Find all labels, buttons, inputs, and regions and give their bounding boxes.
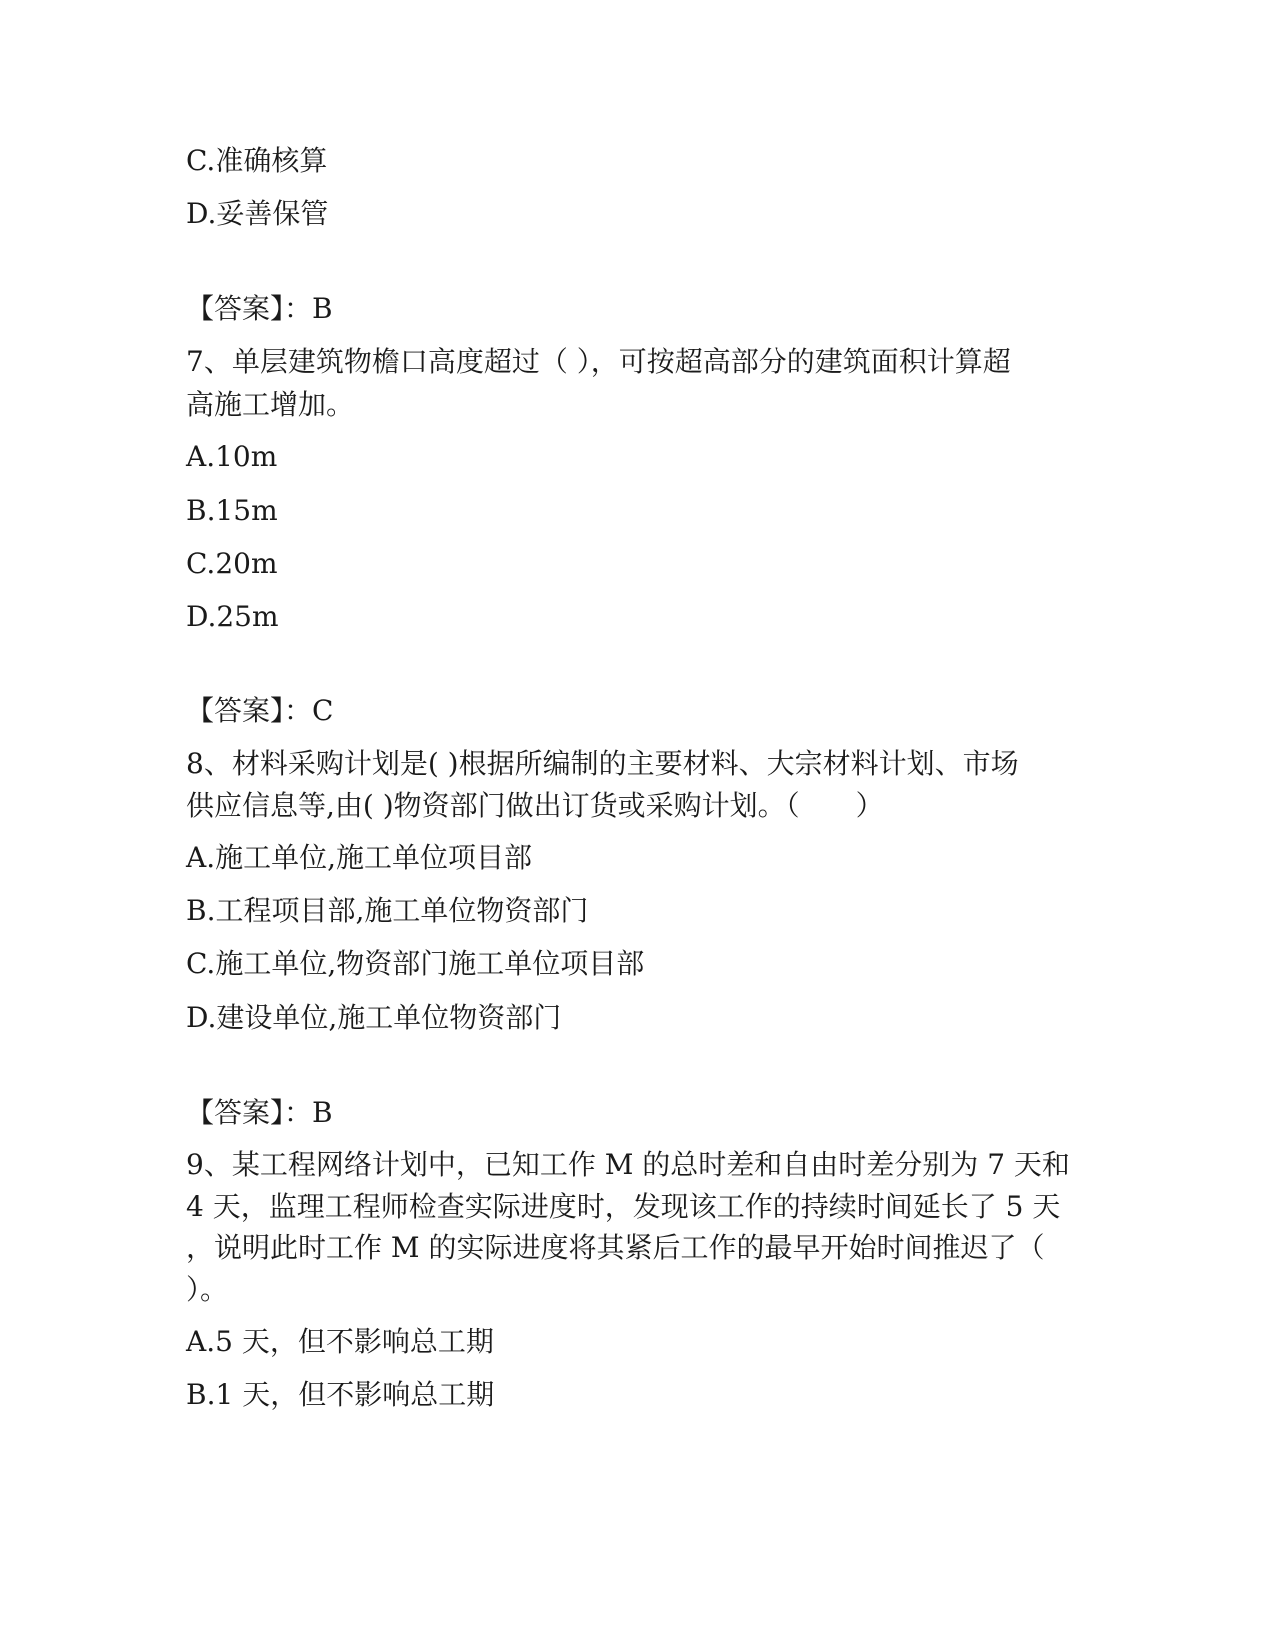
q9-option-a: A.5 天，但不影响总工期 xyxy=(186,1325,494,1358)
answer-6: 【答案】：B xyxy=(186,292,333,325)
q9-stem-line-3: ，说明此时工作 M 的实际进度将其紧后工作的最早开始时间推迟了（ xyxy=(186,1231,1045,1264)
q7-option-a: A.10m xyxy=(186,440,278,473)
q8-option-d: D.建设单位,施工单位物资部门 xyxy=(186,1001,562,1034)
q7-option-b: B.15m xyxy=(186,494,278,527)
answer-7: 【答案】：C xyxy=(186,694,334,727)
q7-stem-line-1: 7、单层建筑物檐口高度超过（ ），可按超高部分的建筑面积计算超 xyxy=(186,345,1011,378)
answer-8: 【答案】：B xyxy=(186,1096,333,1129)
option-c: C.准确核算 xyxy=(186,144,328,177)
q8-stem-line-1: 8、材料采购计划是( )根据所编制的主要材料、大宗材料计划、市场 xyxy=(186,747,1019,780)
q7-stem-line-2: 高施工增加。 xyxy=(186,388,355,421)
q8-stem-line-2: 供应信息等,由( )物资部门做出订货或采购计划。（ ） xyxy=(186,789,884,822)
q7-option-d: D.25m xyxy=(186,600,279,633)
q8-option-c: C.施工单位,物资部门施工单位项目部 xyxy=(186,947,645,980)
q7-option-c: C.20m xyxy=(186,547,278,580)
q9-stem-line-2: 4 天，监理工程师检查实际进度时，发现该工作的持续时间延长了 5 天 xyxy=(186,1190,1061,1223)
q9-option-b: B.1 天，但不影响总工期 xyxy=(186,1378,495,1411)
q9-stem-line-4: ）。 xyxy=(186,1273,229,1306)
q9-stem-line-1: 9、某工程网络计划中，已知工作 M 的总时差和自由时差分别为 7 天和 xyxy=(186,1148,1070,1181)
q8-option-a: A.施工单位,施工单位项目部 xyxy=(186,841,533,874)
q8-option-b: B.工程项目部,施工单位物资部门 xyxy=(186,894,589,927)
option-d: D.妥善保管 xyxy=(186,197,329,230)
